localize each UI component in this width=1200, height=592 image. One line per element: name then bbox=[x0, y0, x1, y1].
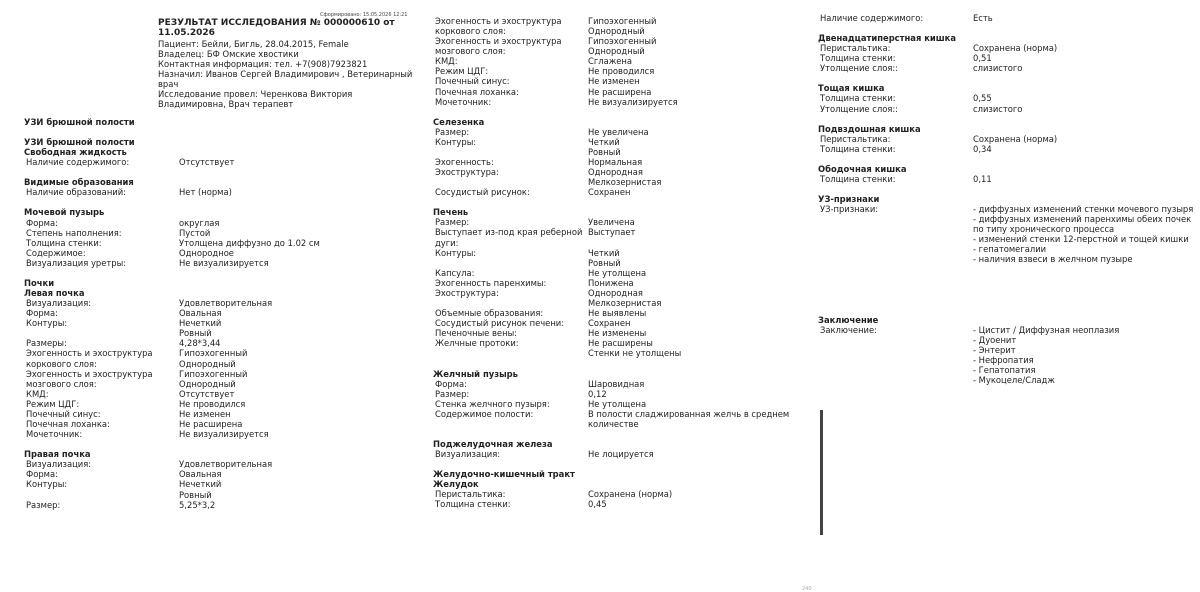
section-title: Правая почка bbox=[24, 449, 91, 460]
field-value: Однородная Мелкозернистая bbox=[588, 167, 662, 188]
field-row bbox=[24, 389, 384, 399]
field-label: Эхогенность и эхоструктура коркового слоя: bbox=[26, 348, 153, 369]
field-row bbox=[818, 144, 1200, 154]
field-row bbox=[433, 379, 803, 389]
field-row bbox=[433, 449, 803, 459]
field-value: Отсутствует bbox=[179, 388, 235, 399]
field-value: 0,11 bbox=[973, 173, 992, 184]
field-label: Стенка желчного пузыря: bbox=[435, 398, 550, 409]
field-value: Не расширены Стенки не утолщены bbox=[588, 338, 682, 359]
field-label: Форма: bbox=[26, 469, 58, 480]
field-value: Сохранена (норма) bbox=[973, 43, 1058, 54]
field-value: Не утолщена bbox=[588, 398, 647, 409]
field-row bbox=[24, 258, 384, 268]
field-value: Понижена bbox=[588, 277, 634, 288]
field-row bbox=[433, 328, 803, 338]
patient-line: Пациент: Бейли, Бигль, 28.04.2015, Female bbox=[158, 38, 349, 49]
field-row bbox=[818, 174, 1200, 184]
field-label: Контуры: bbox=[26, 479, 68, 490]
section-title: Ободочная кишка bbox=[818, 163, 907, 174]
field-label: Почечная лоханка: bbox=[435, 86, 519, 97]
field-label: УЗ-признаки: bbox=[820, 204, 879, 215]
column-3 bbox=[818, 13, 1200, 385]
field-label: Перистальтика: bbox=[820, 43, 891, 54]
field-row bbox=[433, 389, 803, 399]
section-title: Левая почка bbox=[24, 288, 85, 299]
section-title: УЗ-признаки bbox=[818, 194, 880, 205]
field-row bbox=[433, 66, 803, 76]
field-row bbox=[24, 238, 384, 248]
section-us-signs bbox=[818, 194, 1200, 265]
field-value: Увеличена bbox=[588, 217, 635, 228]
field-label: Толщина стенки: bbox=[820, 173, 896, 184]
field-label: Размер: bbox=[26, 499, 61, 510]
field-value: Сохранен bbox=[588, 318, 631, 329]
field-row bbox=[24, 469, 384, 479]
field-value: 0,55 bbox=[973, 93, 992, 104]
field-value: Не утолщена bbox=[588, 267, 647, 278]
field-label: Эхогенность паренхимы: bbox=[435, 277, 547, 288]
field-row bbox=[24, 459, 384, 469]
field-value: Гипоэхогенный Однородный bbox=[588, 16, 657, 37]
field-label: Выступает из-под края реберной дуги: bbox=[435, 227, 583, 248]
field-row bbox=[433, 338, 803, 358]
field-label: Режим ЦДГ: bbox=[26, 398, 80, 409]
field-row bbox=[24, 369, 384, 389]
field-label: Сосудистый рисунок: bbox=[435, 187, 530, 198]
kidneys-title: Почки bbox=[24, 277, 55, 288]
field-label: Эхоструктура: bbox=[435, 167, 499, 178]
field-row bbox=[24, 409, 384, 419]
field-label: Сосудистый рисунок печени: bbox=[435, 318, 565, 329]
field-value: Не расширена bbox=[588, 86, 652, 97]
field-value: Не изменен bbox=[179, 408, 231, 419]
field-label: Наличие содержимого: bbox=[820, 13, 924, 23]
field-value: Нормальная bbox=[588, 157, 643, 168]
field-row bbox=[24, 419, 384, 429]
field-label: Перистальтика: bbox=[435, 489, 506, 500]
field-row bbox=[24, 338, 384, 348]
field-label: Эхоструктура: bbox=[435, 287, 499, 298]
field-label: КМД: bbox=[435, 56, 458, 67]
field-row bbox=[433, 308, 803, 318]
assigned-line: Назначил: Иванов Сергей Владимирович , Ветеринарный врач bbox=[158, 68, 413, 89]
field-label: Почечный синус: bbox=[435, 76, 510, 87]
field-label: Толщина стенки: bbox=[820, 93, 896, 104]
field-label: Эхогенность и эхоструктура коркового слоя: bbox=[435, 16, 562, 37]
field-row bbox=[433, 399, 803, 409]
field-row bbox=[433, 318, 803, 328]
section-jejunum bbox=[818, 83, 1200, 113]
section-title: Видимые образования bbox=[24, 177, 134, 188]
section-title: Селезенка bbox=[433, 116, 485, 127]
field-value: Четкий Ровный bbox=[588, 136, 621, 157]
contact-line: Контактная информация: тел. +7(908)7923821 bbox=[158, 58, 368, 69]
field-value: Удовлетворительная bbox=[179, 459, 273, 470]
field-label: Мочеточник: bbox=[435, 96, 492, 107]
field-row bbox=[433, 87, 803, 97]
field-value: Однородное bbox=[179, 247, 234, 258]
field-row bbox=[433, 36, 803, 56]
field-value: Нет (норма) bbox=[179, 187, 232, 198]
field-value: Овальная bbox=[179, 469, 222, 480]
section-conclusion bbox=[818, 315, 1200, 386]
field-row bbox=[433, 489, 803, 499]
section-right-kidney bbox=[24, 449, 384, 509]
field-label: Толщина стенки: bbox=[435, 499, 511, 510]
field-label: Перистальтика: bbox=[820, 133, 891, 144]
study-title: УЗИ брюшной полости bbox=[24, 117, 135, 127]
field-label: Визуализация: bbox=[26, 459, 92, 470]
study-subtitle: УЗИ брюшной полости bbox=[24, 137, 135, 148]
section-title: Желудок bbox=[433, 479, 479, 490]
section-ileum bbox=[818, 124, 1200, 154]
field-label: Размер: bbox=[435, 388, 470, 399]
field-row bbox=[433, 409, 803, 429]
section-title: Тощая кишка bbox=[818, 83, 885, 94]
field-value: 0,34 bbox=[973, 143, 992, 154]
field-row bbox=[818, 134, 1200, 144]
field-row bbox=[24, 500, 384, 510]
field-label: Мочеточник: bbox=[26, 429, 83, 440]
field-label: КМД: bbox=[26, 388, 49, 399]
field-row bbox=[433, 288, 803, 308]
performed-line: Исследование провел: Черенкова Виктория Владимировна, Врач терапевт bbox=[158, 89, 353, 110]
field-row bbox=[433, 137, 803, 157]
field-row bbox=[818, 63, 1200, 73]
field-row bbox=[433, 157, 803, 167]
field-value: Сохранена (норма) bbox=[973, 133, 1058, 144]
field-row bbox=[433, 227, 803, 247]
section-title: Желчный пузырь bbox=[433, 368, 518, 379]
field-value: Четкий Ровный bbox=[588, 247, 621, 268]
scroll-indicator-bar bbox=[820, 410, 823, 535]
section-title: Подвздошная кишка bbox=[818, 123, 921, 134]
field-label: Толщина стенки: bbox=[820, 143, 896, 154]
field-label: Визуализация: bbox=[26, 298, 92, 309]
field-label: Режим ЦДГ: bbox=[435, 66, 489, 77]
field-label: Визуализация уретры: bbox=[26, 257, 127, 268]
field-row bbox=[24, 228, 384, 238]
field-value: 5,25*3,2 bbox=[179, 499, 216, 510]
field-label: Утолщение слоя:: bbox=[820, 103, 898, 114]
field-label: Размер: bbox=[435, 217, 470, 228]
field-label: Эхогенность и эхоструктура мозгового слоя: bbox=[26, 368, 153, 389]
field-value: Нечеткий Ровный bbox=[179, 479, 222, 500]
field-value: Сохранен bbox=[588, 187, 631, 198]
field-value: Не визуализируется bbox=[179, 429, 269, 440]
field-value: 4,28*3,44 bbox=[179, 338, 221, 349]
field-label: Размер: bbox=[435, 126, 470, 137]
field-label: Капсула: bbox=[435, 267, 475, 278]
field-value: Не изменены bbox=[588, 328, 647, 339]
field-row bbox=[818, 43, 1200, 53]
section-spleen bbox=[433, 117, 803, 198]
field-row bbox=[433, 268, 803, 278]
section-stomach-continued bbox=[818, 13, 1200, 23]
section-gallbladder bbox=[433, 369, 803, 429]
field-value: Есть bbox=[973, 13, 993, 23]
field-row bbox=[24, 157, 384, 167]
field-row bbox=[818, 13, 1200, 23]
field-value: Не выявлены bbox=[588, 308, 647, 319]
field-row bbox=[433, 187, 803, 197]
field-value: слизистого bbox=[973, 63, 1023, 74]
field-row bbox=[24, 348, 384, 368]
field-label: Объемные образования: bbox=[435, 308, 544, 319]
field-row bbox=[818, 53, 1200, 63]
field-label: Эхогенность: bbox=[435, 157, 494, 168]
field-value: Не лоцируется bbox=[588, 449, 654, 460]
field-label: Заключение: bbox=[820, 324, 877, 335]
field-value: слизистого bbox=[973, 103, 1023, 114]
section-stomach bbox=[433, 479, 803, 509]
field-row bbox=[818, 204, 1200, 264]
section-kidney-continued bbox=[433, 16, 803, 107]
field-label: Контуры: bbox=[26, 318, 68, 329]
section-visible-formations bbox=[24, 177, 384, 197]
section-title: Мочевой пузырь bbox=[24, 207, 105, 218]
field-value: Шаровидная bbox=[588, 378, 645, 389]
field-value: Не проводился bbox=[179, 398, 246, 409]
field-label: Форма: bbox=[26, 308, 58, 319]
field-row bbox=[433, 278, 803, 288]
field-row bbox=[24, 298, 384, 308]
column-1 bbox=[24, 117, 384, 510]
field-value: округлая bbox=[179, 217, 220, 228]
field-label: Желчные протоки: bbox=[435, 338, 519, 349]
section-pancreas bbox=[433, 439, 803, 459]
field-value: Сохранена (норма) bbox=[588, 489, 673, 500]
field-label: Печеночные вены: bbox=[435, 328, 517, 339]
field-value: Нечеткий Ровный bbox=[179, 318, 222, 339]
field-value: Не проводился bbox=[588, 66, 655, 77]
field-row bbox=[433, 217, 803, 227]
section-left-kidney bbox=[24, 288, 384, 439]
field-value: - диффузных изменений стенки мочевого пузыря - диффузных изменений паренхимы обеих почек по типу хронического процесса - изменений стенки 12-перстной и тощей кишки - гепатомегалии - наличия взвеси в желчном пузыре bbox=[973, 204, 1194, 265]
field-row bbox=[433, 127, 803, 137]
field-row bbox=[433, 97, 803, 107]
field-label: Утолщение слоя:: bbox=[820, 63, 898, 74]
field-row bbox=[433, 76, 803, 86]
field-value: Отсутствует bbox=[179, 157, 235, 168]
field-row bbox=[24, 429, 384, 439]
generated-timestamp: Сформировано: 15.05.2026 12:21 bbox=[320, 12, 408, 18]
field-label: Наличие образований: bbox=[26, 187, 126, 198]
field-value: Утолщена диффузно до 1.02 см bbox=[179, 237, 320, 248]
column-2 bbox=[433, 16, 803, 509]
field-value: Гипоэхогенный Однородный bbox=[179, 348, 248, 369]
field-label: Наличие содержимого: bbox=[26, 157, 130, 168]
field-value: Овальная bbox=[179, 308, 222, 319]
field-value: Однородная Мелкозернистая bbox=[588, 287, 662, 309]
field-value: Сглажена bbox=[588, 56, 633, 67]
field-value: Не изменен bbox=[588, 76, 640, 87]
field-row bbox=[433, 248, 803, 268]
section-title: Двенадцатиперстная кишка bbox=[818, 33, 957, 44]
owner-line: Владелец: БФ Омские хвостики bbox=[158, 48, 299, 59]
field-value: Гипоэхогенный Однородный bbox=[588, 36, 657, 57]
field-label: Размеры: bbox=[26, 338, 67, 349]
section-duodenum bbox=[818, 33, 1200, 73]
field-label: Форма: bbox=[26, 217, 58, 228]
field-label: Содержимое: bbox=[26, 247, 86, 258]
section-title: Поджелудочная железа bbox=[433, 438, 553, 449]
section-bladder bbox=[24, 207, 384, 267]
section-title: Заключение bbox=[818, 314, 879, 325]
field-label: Толщина стенки: bbox=[26, 237, 102, 248]
git-title: Желудочно-кишечный тракт bbox=[433, 469, 575, 480]
report-title: РЕЗУЛЬТАТ ИССЛЕДОВАНИЯ № 000000610 от 11.05.2026 bbox=[158, 18, 395, 39]
field-label: Содержимое полости: bbox=[435, 408, 534, 419]
field-value: Не визуализируется bbox=[179, 257, 269, 268]
field-value: Выступает bbox=[588, 227, 636, 238]
report-header bbox=[158, 18, 418, 109]
field-row bbox=[433, 499, 803, 509]
field-value: 0,12 bbox=[588, 388, 607, 399]
section-colon bbox=[818, 164, 1200, 184]
field-row bbox=[24, 479, 384, 499]
field-row bbox=[24, 318, 384, 338]
field-label: Форма: bbox=[435, 378, 467, 389]
field-value: Гипоэхогенный Однородный bbox=[179, 368, 248, 389]
field-row bbox=[433, 56, 803, 66]
field-row bbox=[818, 104, 1200, 114]
page-number-faint: 240 bbox=[802, 586, 812, 592]
field-row bbox=[433, 167, 803, 187]
field-row bbox=[433, 16, 803, 36]
field-label: Визуализация: bbox=[435, 449, 501, 460]
field-value: Не визуализируется bbox=[588, 96, 678, 107]
section-free-fluid bbox=[24, 147, 384, 167]
field-value: Не увеличена bbox=[588, 126, 649, 137]
field-value: Удовлетворительная bbox=[179, 298, 273, 309]
field-value: 0,45 bbox=[588, 499, 607, 510]
section-liver bbox=[433, 207, 803, 358]
field-row bbox=[24, 248, 384, 258]
field-row bbox=[24, 187, 384, 197]
field-row bbox=[818, 325, 1200, 385]
field-value: 0,51 bbox=[973, 53, 992, 64]
field-row bbox=[24, 399, 384, 409]
field-label: Эхогенность и эхоструктура мозгового слоя: bbox=[435, 36, 562, 57]
field-value: Пустой bbox=[179, 227, 211, 238]
field-row bbox=[818, 93, 1200, 103]
field-label: Степень наполнения: bbox=[26, 227, 122, 238]
field-label: Контуры: bbox=[435, 136, 477, 147]
field-label: Контуры: bbox=[435, 247, 477, 258]
section-title: Печень bbox=[433, 207, 469, 218]
field-label: Почечная лоханка: bbox=[26, 419, 110, 430]
field-label: Толщина стенки: bbox=[820, 53, 896, 64]
field-label: Почечный синус: bbox=[26, 408, 101, 419]
field-value: Не расширена bbox=[179, 419, 243, 430]
field-row bbox=[24, 218, 384, 228]
field-row bbox=[24, 308, 384, 318]
field-value: - Цистит / Диффузная неоплазия - Дуоенит - Энтерит - Нефропатия - Гепатопатия - Мукоцеле/Сладж bbox=[973, 324, 1120, 386]
section-title: Свободная жидкость bbox=[24, 147, 127, 158]
field-value: В полости сладжированная желчь в среднем количестве bbox=[588, 408, 790, 429]
